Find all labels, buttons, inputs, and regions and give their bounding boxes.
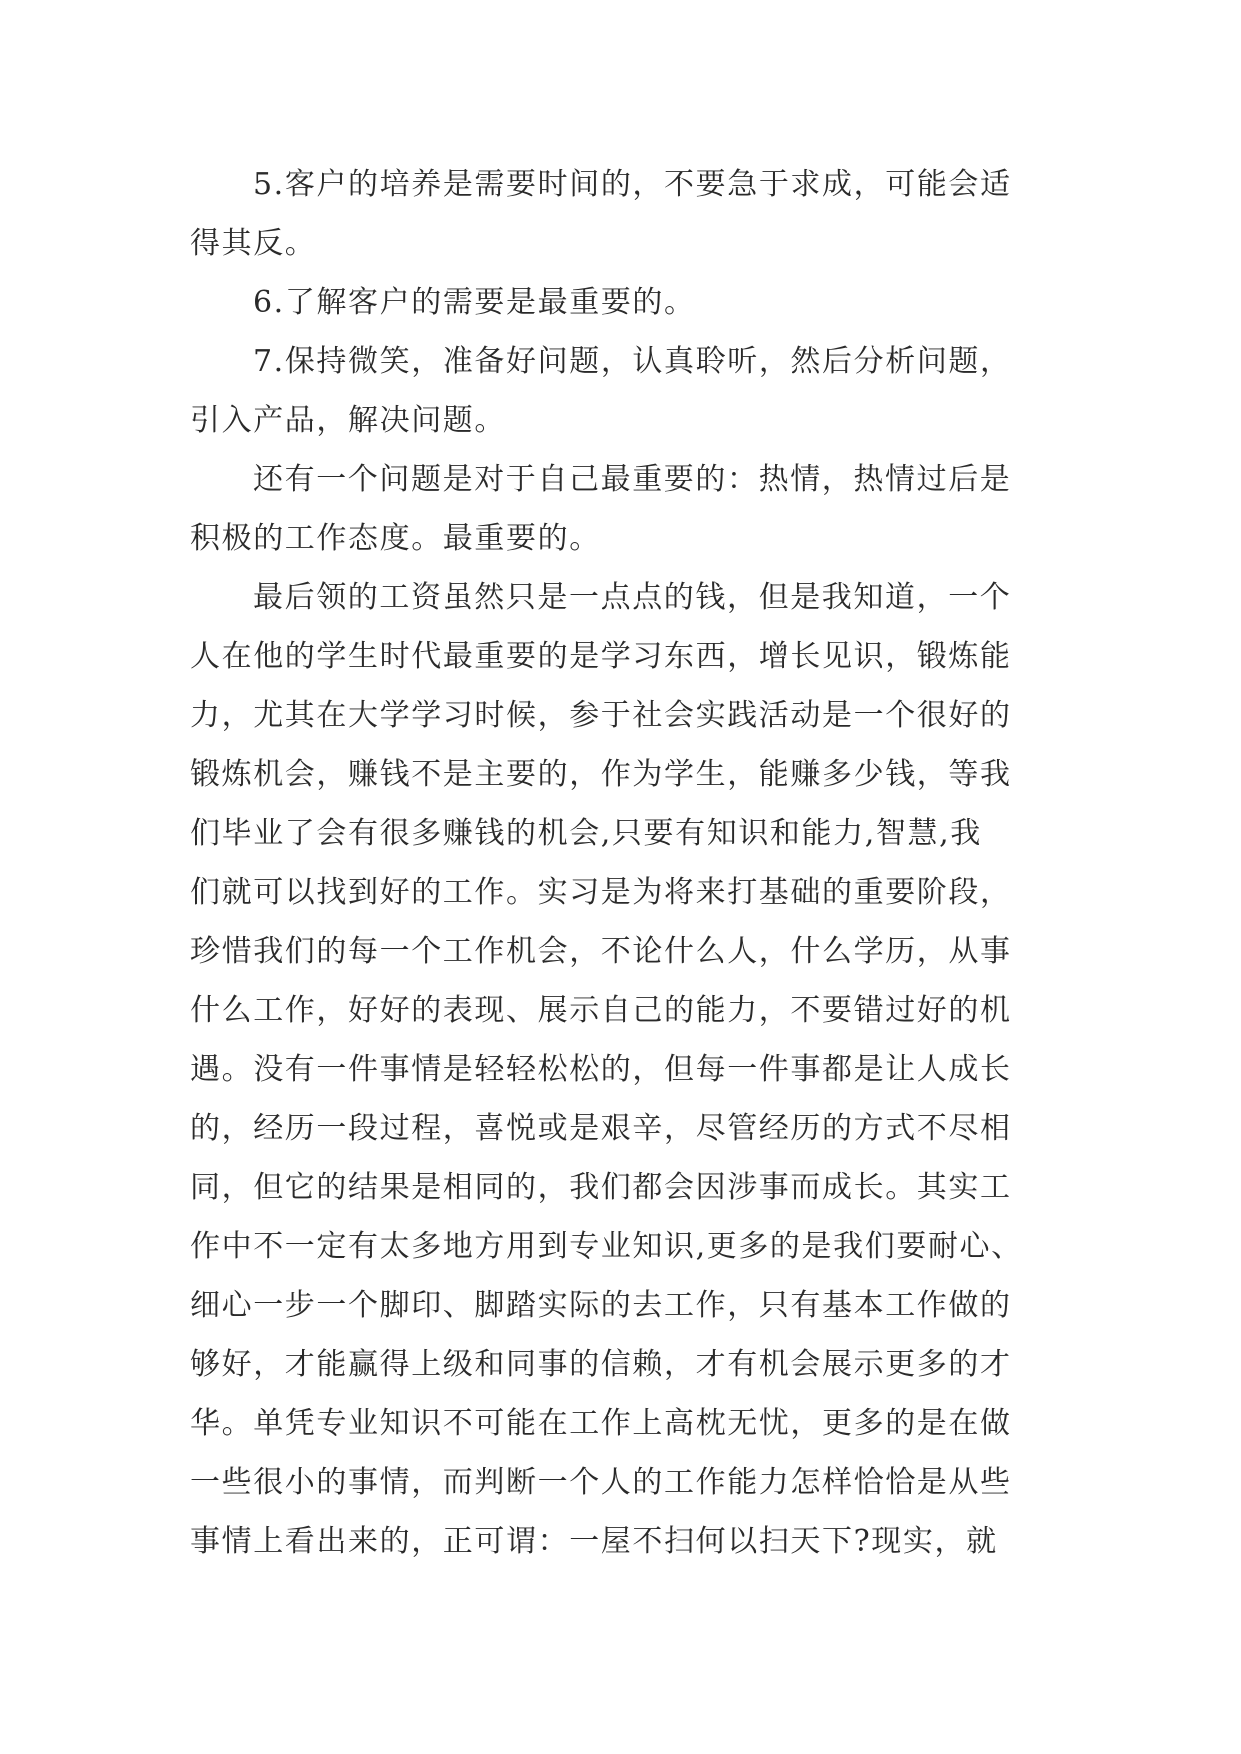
paragraph-wages-line-10: 的，经历一段过程，喜悦或是艰辛，尽管经历的方式不尽相 (190, 1111, 1012, 1146)
paragraph-wages-line-14: 够好，才能赢得上级和同事的信赖，才有机会展示更多的才 (190, 1347, 1012, 1382)
paragraph-wages-line-17: 事情上看出来的，正可谓：一屋不扫何以扫天下?现实，就 (190, 1524, 998, 1559)
paragraph-wages-line-7: 珍惜我们的每一个工作机会，不论什么人，什么学历，从事 (190, 934, 1012, 969)
paragraph-wages-line-16: 一些很小的事情，而判断一个人的工作能力怎样恰恰是从些 (190, 1465, 1012, 1500)
paragraph-wages-line-4: 锻炼机会，赚钱不是主要的，作为学生，能赚多少钱，等我 (190, 757, 1012, 792)
paragraph-wages-line-13: 细心一步一个脚印、脚踏实际的去工作，只有基本工作做的 (190, 1288, 1012, 1323)
paragraph-wages-line-11: 同，但它的结果是相同的，我们都会因涉事而成长。其实工 (190, 1170, 1012, 1205)
paragraph-7-line-1: 7.保持微笑，准备好问题，认真聆听，然后分析问题， (253, 344, 1012, 379)
paragraph-wages-line-2: 人在他的学生时代最重要的是学习东西，增长见识，锻炼能 (190, 639, 1012, 674)
paragraph-wages-line-8: 什么工作，好好的表现、展示自己的能力，不要错过好的机 (190, 993, 1012, 1028)
paragraph-wages-line-1: 最后领的工资虽然只是一点点的钱，但是我知道，一个 (253, 580, 1012, 615)
paragraph-5-line-1: 5.客户的培养是需要时间的，不要急于求成，可能会适 (253, 167, 1012, 202)
paragraph-wages-line-12: 作中不一定有太多地方用到专业知识,更多的是我们要耐心、 (190, 1229, 1023, 1264)
paragraph-5-line-2: 得其反。 (190, 226, 317, 261)
paragraph-wages-line-9: 遇。没有一件事情是轻轻松松的，但每一件事都是让人成长 (190, 1052, 1012, 1087)
paragraph-enthusiasm-line-2: 积极的工作态度。最重要的。 (190, 521, 601, 556)
paragraph-wages-line-5: 们毕业了会有很多赚钱的机会,只要有知识和能力,智慧,我 (190, 816, 982, 851)
paragraph-wages-line-15: 华。单凭专业知识不可能在工作上高枕无忧，更多的是在做 (190, 1406, 1012, 1441)
paragraph-enthusiasm-line-1: 还有一个问题是对于自己最重要的：热情，热情过后是 (253, 462, 1012, 497)
paragraph-7-line-2: 引入产品，解决问题。 (190, 403, 506, 438)
paragraph-wages-line-6: 们就可以找到好的工作。实习是为将来打基础的重要阶段， (190, 875, 1012, 910)
paragraph-6-line-1: 6.了解客户的需要是最重要的。 (253, 285, 696, 320)
paragraph-wages-line-3: 力，尤其在大学学习时候，参于社会实践活动是一个很好的 (190, 698, 1012, 733)
